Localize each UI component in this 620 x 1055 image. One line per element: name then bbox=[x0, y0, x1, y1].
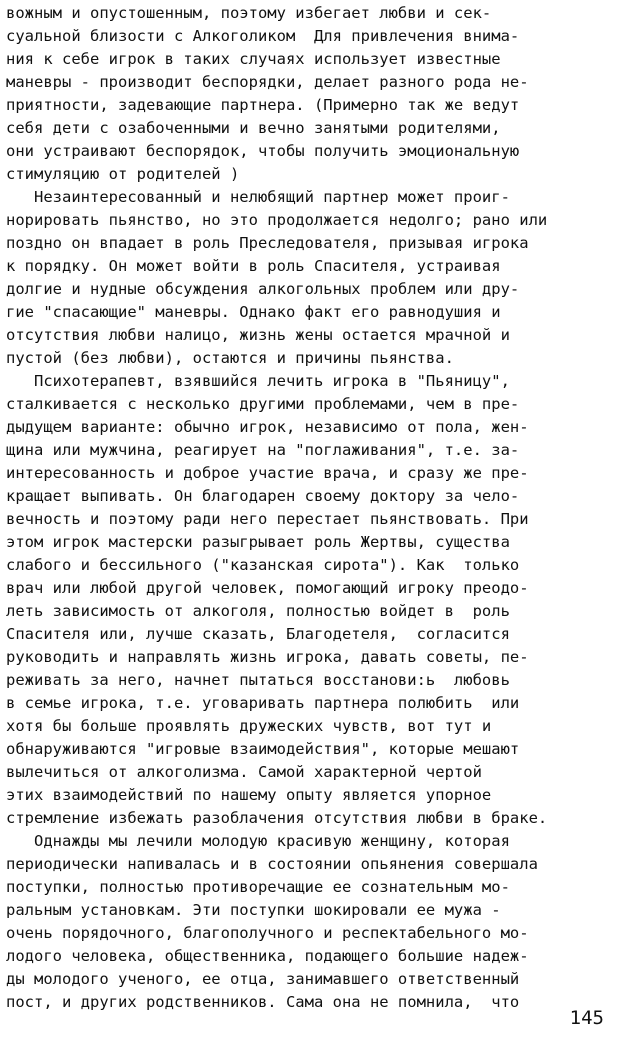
text-line: пустой (без любви), остаются и причины пьянства. bbox=[6, 349, 454, 367]
text-line: ния к себе игрок в таких случаях использует известные bbox=[6, 50, 501, 68]
text-line: щина или мужчина, реагирует на "поглаживания", т.е. за- bbox=[6, 441, 520, 459]
text-line: лодого человека, общественника, подающего большие надеж- bbox=[6, 947, 529, 965]
text-line: слабого и бессильного ("казанская сирота"). Как только bbox=[6, 556, 520, 574]
text-line: хотя бы больше проявлять дружеских чувств, вот тут и bbox=[6, 717, 492, 735]
text-line: стремление избежать разоблачения отсутствия любви в браке. bbox=[6, 809, 548, 827]
text-line: вылечиться от алкоголизма. Самой характерной чертой bbox=[6, 763, 482, 781]
text-line: поступки, полностью противоречащие ее сознательным мо- bbox=[6, 878, 510, 896]
text-line: этом игрок мастерски разыгрывает роль Жертвы, существа bbox=[6, 533, 510, 551]
text-line: пост, и других родственников. Сама она не помнила, что bbox=[6, 993, 520, 1011]
text-line: себя дети с озабоченными и вечно занятыми родителями, bbox=[6, 119, 501, 137]
text-line: очень порядочного, благополучного и респектабельного мо- bbox=[6, 924, 529, 942]
text-line: Психотерапевт, взявшийся лечить игрока в "Пьяницу", bbox=[6, 372, 510, 390]
text-line: реживать за него, начнет пытаться восстанови:ь любовь bbox=[6, 671, 510, 689]
text-line: поздно он впадает в роль Преследователя, призывая игрока bbox=[6, 234, 529, 252]
text-line: вечность и поэтому ради него перестает пьянствовать. При bbox=[6, 510, 529, 528]
text-line: сталкивается с несколько другими проблемами, чем в пре- bbox=[6, 395, 520, 413]
text-line: вожным и опустошенным, поэтому избегает любви и сек- bbox=[6, 4, 492, 22]
text-line: периодически напивалась и в состоянии опьянения совершала bbox=[6, 855, 538, 873]
text-line: Незаинтересованный и нелюбящий партнер может проиг- bbox=[6, 188, 510, 206]
text-line: дыдущем варианте: обычно игрок, независимо от пола, жен- bbox=[6, 418, 529, 436]
text-line: леть зависимость от алкоголя, полностью войдет в роль bbox=[6, 602, 510, 620]
text-line: суальной близости с Алкоголиком Для привлечения внима- bbox=[6, 27, 520, 45]
text-line: ральным установкам. Эти поступки шокировали ее мужа - bbox=[6, 901, 501, 919]
text-line: этих взаимодействий по нашему опыту является упорное bbox=[6, 786, 492, 804]
text-line: руководить и направлять жизнь игрока, давать советы, пе- bbox=[6, 648, 529, 666]
text-line: к порядку. Он может войти в роль Спасителя, устраивая bbox=[6, 257, 501, 275]
text-line: ды молодого ученого, ее отца, занимавшего ответственный bbox=[6, 970, 520, 988]
text-line: они устраивают беспорядок, чтобы получить эмоциональную bbox=[6, 142, 520, 160]
text-line: стимуляцию от родителей ) bbox=[6, 165, 240, 183]
text-line: обнаруживаются "игровые взаимодействия", которые мешают bbox=[6, 740, 520, 758]
text-line: Однажды мы лечили молодую красивую женщину, которая bbox=[6, 832, 510, 850]
text-line: Спасителя или, лучше сказать, Благодетеля, согласится bbox=[6, 625, 510, 643]
text-line: гие "спасающие" маневры. Однако факт его равнодушия и bbox=[6, 303, 501, 321]
text-line: приятности, задевающие партнера. (Примерно так же ведут bbox=[6, 96, 520, 114]
text-line: отсутствия любви налицо, жизнь жены остается мрачной и bbox=[6, 326, 510, 344]
text-line: маневры - производит беспорядки, делает разного рода не- bbox=[6, 73, 529, 91]
text-line: интересованность и доброе участие врача, и сразу же пре- bbox=[6, 464, 529, 482]
page-number: 145 bbox=[569, 1007, 604, 1029]
text-line: кращает выпивать. Он благодарен своему доктору за чело- bbox=[6, 487, 520, 505]
text-line: долгие и нудные обсуждения алкогольных проблем или дру- bbox=[6, 280, 520, 298]
text-line: норировать пьянство, но это продолжается недолго; рано или bbox=[6, 211, 548, 229]
text-line: в семье игрока, т.е. уговаривать партнера полюбить или bbox=[6, 694, 520, 712]
text-line: врач или любой другой человек, помогающий игроку преодо- bbox=[6, 579, 529, 597]
